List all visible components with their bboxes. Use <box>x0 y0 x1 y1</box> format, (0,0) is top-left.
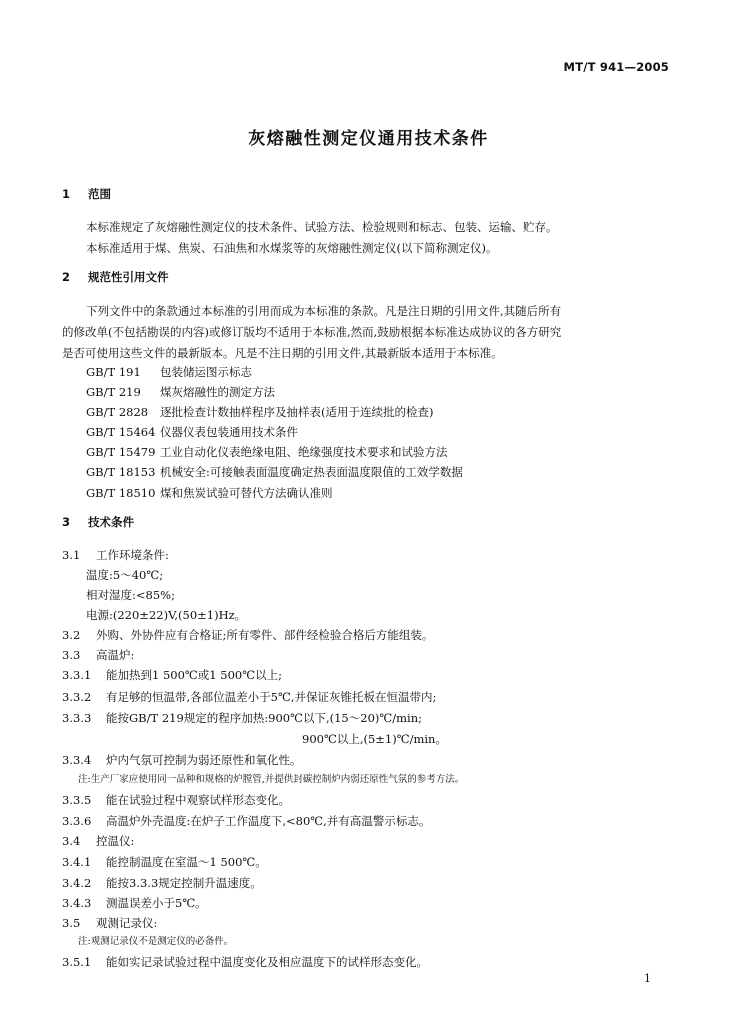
reference-item <box>86 464 463 480</box>
clause-text: 能按GB/T 219规定的程序加热:900℃以下,(15～20)℃/min; <box>106 711 422 725</box>
page-title: 灰熔融性测定仪通用技术条件 <box>248 129 489 149</box>
standard-code: MT/T 941—2005 <box>563 60 669 74</box>
clause-text: 炉内气氛可控制为弱还原性和氧化性。 <box>106 753 302 767</box>
clause-3-3-2 <box>62 689 436 705</box>
note: 注:观测记录仪不是测定仪的必备件。 <box>78 936 234 947</box>
reference-code: GB/T 2828 <box>86 405 149 419</box>
reference-code: GB/T 15464 <box>86 425 156 439</box>
clause-3-5-1 <box>62 954 428 970</box>
reference-title: 工业自动化仪表绝缘电阻、绝缘强度技术要求和试验方法 <box>160 445 448 459</box>
reference-item <box>86 364 252 380</box>
reference-title: 机械安全:可接触表面温度确定热表面温度限值的工效学数据 <box>160 465 463 479</box>
clause-3-3-1 <box>62 667 282 683</box>
clause-text: 控温仪: <box>96 834 135 848</box>
clause-text: 能按3.3.3规定控制升温速度。 <box>106 876 262 890</box>
reference-title: 仪器仪表包装通用技术条件 <box>160 425 298 439</box>
clause-3-3-6 <box>62 813 430 829</box>
clause-number: 3.4 <box>62 834 81 848</box>
reference-item <box>86 404 433 420</box>
reference-title: 煤灰熔融性的测定方法 <box>160 385 275 399</box>
clause-continuation: 900℃以上,(5±1)℃/min。 <box>302 732 447 746</box>
reference-code: GB/T 18510 <box>86 486 156 500</box>
clause-number: 3.2 <box>62 628 81 642</box>
reference-code: GB/T 18153 <box>86 465 156 479</box>
paragraph: 下列文件中的条款通过本标准的引用而成为本标准的条款。凡是注日期的引用文件,其随后所有 <box>86 304 562 318</box>
reference-item <box>86 384 275 400</box>
reference-title: 包装储运图示标志 <box>160 365 252 379</box>
clause-text: 高温炉外壳温度:在炉子工作温度下,<80℃,并有高温警示标志。 <box>106 814 431 828</box>
section-heading-1 <box>62 186 111 202</box>
paragraph: 的修改单(不包括勘误的内容)或修订版均不适用于本标准,然而,鼓励根据本标准达成协议的各方研究 <box>62 325 562 339</box>
page-number: 1 <box>644 972 651 985</box>
paragraph: 本标准规定了灰熔融性测定仪的技术条件、试验方法、检验规则和标志、包装、运输、贮存。 <box>86 220 558 234</box>
reference-item <box>86 444 448 460</box>
clause-text: 有足够的恒温带,各部位温差小于5℃,并保证灰锥托板在恒温带内; <box>106 690 437 704</box>
clause-3-3-3 <box>62 710 422 726</box>
clause-number: 3.3.1 <box>62 668 92 682</box>
clause-list-item: 温度:5～40℃; <box>86 568 164 582</box>
clause-3-5 <box>62 915 157 931</box>
section-title: 技术条件 <box>88 515 134 529</box>
clause-number: 3.1 <box>62 548 81 562</box>
clause-text: 能控制温度在室温～1 500℃。 <box>106 855 267 869</box>
clause-text: 外购、外协件应有合格证;所有零件、部件经检验合格后方能组装。 <box>96 628 434 642</box>
clause-number: 3.5.1 <box>62 955 92 969</box>
reference-item <box>86 485 333 501</box>
clause-3-4-2 <box>62 875 262 891</box>
clause-3-3 <box>62 647 134 663</box>
section-heading-3 <box>62 514 134 530</box>
clause-number: 3.4.3 <box>62 896 92 910</box>
clause-number: 3.4.2 <box>62 876 92 890</box>
reference-title: 煤和焦炭试验可替代方法确认准则 <box>160 486 333 500</box>
clause-3-1 <box>62 547 169 563</box>
clause-number: 3.3.2 <box>62 690 92 704</box>
paragraph: 本标准适用于煤、焦炭、石油焦和水煤浆等的灰熔融性测定仪(以下简称测定仪)。 <box>86 241 498 255</box>
reference-code: GB/T 219 <box>86 385 141 399</box>
section-number: 2 <box>62 270 71 284</box>
clause-3-2 <box>62 627 433 643</box>
reference-title: 逐批检查计数抽样程序及抽样表(适用于连续批的检查) <box>160 405 434 419</box>
clause-list-item: 相对湿度:<85%; <box>86 588 175 602</box>
section-heading-2 <box>62 269 169 285</box>
reference-item <box>86 424 298 440</box>
section-number: 3 <box>62 515 71 529</box>
note: 注:生产厂家应使用同一品种和规格的炉膛管,并提供封碳控制炉内弱还原性气氛的参考方法。 <box>78 774 465 785</box>
clause-text: 能如实记录试验过程中温度变化及相应温度下的试样形态变化。 <box>106 955 428 969</box>
clause-text: 观测记录仪: <box>96 916 158 930</box>
clause-number: 3.3.5 <box>62 793 92 807</box>
clause-3-4 <box>62 833 134 849</box>
clause-text: 测温误差小于5℃。 <box>106 896 207 910</box>
clause-3-4-1 <box>62 854 267 870</box>
clause-number: 3.4.1 <box>62 855 92 869</box>
section-title: 规范性引用文件 <box>88 270 169 284</box>
clause-text: 工作环境条件: <box>96 548 169 562</box>
clause-number: 3.3.6 <box>62 814 92 828</box>
clause-3-3-5 <box>62 792 290 808</box>
clause-number: 3.5 <box>62 916 81 930</box>
section-number: 1 <box>62 187 71 201</box>
paragraph: 是否可使用这些文件的最新版本。凡是不注日期的引用文件,其最新版本适用于本标准。 <box>62 346 503 360</box>
clause-number: 3.3.4 <box>62 753 92 767</box>
clause-3-4-3 <box>62 895 207 911</box>
clause-text: 能加热到1 500℃或1 500℃以上; <box>106 668 282 682</box>
clause-3-3-4 <box>62 752 302 768</box>
section-title: 范围 <box>88 187 111 201</box>
clause-number: 3.3.3 <box>62 711 92 725</box>
reference-code: GB/T 191 <box>86 365 141 379</box>
clause-text: 高温炉: <box>96 648 135 662</box>
reference-code: GB/T 15479 <box>86 445 156 459</box>
clause-list-item: 电源:(220±22)V,(50±1)Hz。 <box>86 608 247 622</box>
clause-text: 能在试验过程中观察试样形态变化。 <box>106 793 290 807</box>
clause-number: 3.3 <box>62 648 81 662</box>
